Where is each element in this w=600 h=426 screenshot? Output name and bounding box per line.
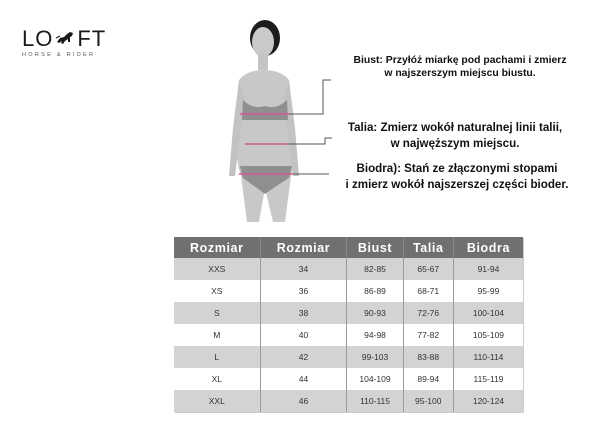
table-cell: 68-71 — [403, 280, 453, 302]
table-cell: 38 — [260, 302, 347, 324]
table-cell: 110-114 — [453, 346, 523, 368]
bust-instructions — [328, 54, 592, 80]
hips-instruction-line1: Biodra): Stań ze złączonymi stopami — [356, 162, 558, 175]
table-cell: 104-109 — [347, 368, 403, 390]
table-cell: XL — [174, 368, 260, 390]
table-cell: 120-124 — [453, 390, 523, 412]
table-cell: 72-76 — [403, 302, 453, 324]
table-header-row — [174, 237, 523, 258]
waist-instruction-line2: w najwęższym miejscu. — [390, 137, 520, 150]
table-cell: XXS — [174, 258, 260, 280]
column-header: Talia — [403, 237, 453, 258]
table-cell: 89-94 — [403, 368, 453, 390]
waist-instruction-line1: Talia: Zmierz wokół naturalnej linii talii, — [347, 121, 563, 134]
table-cell: 94-98 — [347, 324, 403, 346]
size-chart-table — [174, 237, 523, 412]
table-row — [174, 258, 523, 280]
hips-instructions — [322, 161, 592, 193]
logo-wordmark — [22, 28, 117, 50]
table-row — [174, 368, 523, 390]
table-cell: 91-94 — [453, 258, 523, 280]
table-cell: 40 — [260, 324, 347, 346]
waist-instructions — [330, 120, 580, 152]
table-cell: 99-103 — [347, 346, 403, 368]
hips-instruction-line2: i zmierz wokół najszerszej części bioder. — [345, 178, 569, 191]
column-header: Biust — [347, 237, 403, 258]
table-cell: 90-93 — [347, 302, 403, 324]
table-row — [174, 280, 523, 302]
table-cell: 115-119 — [453, 368, 523, 390]
table-cell: 83-88 — [403, 346, 453, 368]
table-cell: 86-89 — [347, 280, 403, 302]
table-cell: XXL — [174, 390, 260, 412]
table-cell: L — [174, 346, 260, 368]
table-cell: 105-109 — [453, 324, 523, 346]
table-cell: 95-100 — [403, 390, 453, 412]
body-measurement-figure — [225, 8, 345, 230]
column-header: Rozmiar — [174, 237, 260, 258]
table-cell: 36 — [260, 280, 347, 302]
logo-text-left: LO — [22, 26, 54, 51]
table-row — [174, 390, 523, 412]
table-cell: 44 — [260, 368, 347, 390]
table-cell: XS — [174, 280, 260, 302]
column-header: Rozmiar — [260, 237, 347, 258]
horse-icon — [54, 30, 76, 50]
table-cell: 46 — [260, 390, 347, 412]
table-cell: 110-115 — [347, 390, 403, 412]
table-cell: S — [174, 302, 260, 324]
logo-subtitle: HORSE & RIDER — [22, 52, 96, 58]
logo-text-right: FT — [77, 26, 107, 51]
table-cell: 100-104 — [453, 302, 523, 324]
table-row — [174, 302, 523, 324]
table-cell: 42 — [260, 346, 347, 368]
bust-instruction-line2: w najszerszym miejscu biustu. — [384, 68, 536, 79]
table-row — [174, 346, 523, 368]
table-cell: 82-85 — [347, 258, 403, 280]
table-cell: 77-82 — [403, 324, 453, 346]
table-cell: M — [174, 324, 260, 346]
column-header: Biodra — [453, 237, 523, 258]
table-cell: 34 — [260, 258, 347, 280]
brand-logo — [22, 28, 117, 58]
bust-instruction-line1: Biust: Przyłóż miarkę pod pachami i zmierz — [353, 55, 567, 66]
table-cell: 65-67 — [403, 258, 453, 280]
table-row — [174, 324, 523, 346]
table-cell: 95-99 — [453, 280, 523, 302]
